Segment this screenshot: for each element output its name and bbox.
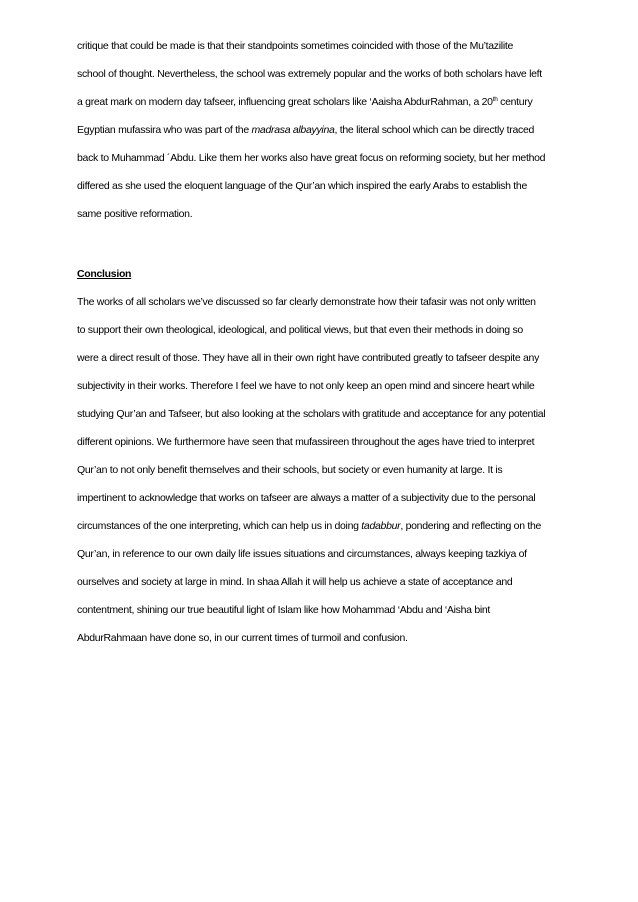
paragraph-line: contentment, shining our true beautiful light of Islam like how Mohammad ‘Abdu and ‘Aisha bint bbox=[77, 604, 491, 616]
paragraph-line: same positive reformation. bbox=[77, 208, 193, 220]
paragraph-line: to support their own theological, ideological, and political views, but that even their methods in doing so bbox=[77, 324, 523, 336]
line-text: , the literal school which can be directly traced bbox=[334, 124, 535, 136]
line-text: , pondering and reflecting on the bbox=[400, 520, 542, 532]
line-text: Egyptian mufassira who was part of the bbox=[77, 124, 252, 136]
paragraph-line: back to Muhammad ´Abdu. Like them her works also have great focus on reforming society, but her method bbox=[77, 152, 546, 164]
paragraph-line bbox=[77, 520, 597, 533]
paragraph-line: AbdurRahmaan have done so, in our current times of turmoil and confusion. bbox=[77, 632, 408, 644]
line-text: a great mark on modern day tafseer, influencing great scholars like ‘Aaisha AbdurRahman, a 20 bbox=[77, 96, 493, 108]
line-text: century bbox=[497, 96, 533, 108]
paragraph-line: The works of all scholars we’ve discussed so far clearly demonstrate how their tafasir was not only written bbox=[77, 296, 536, 308]
paragraph-line: subjectivity in their works. Therefore I feel we have to not only keep an open mind and sincere heart while bbox=[77, 380, 535, 392]
paragraph-line: ourselves and society at large in mind. In shaa Allah it will help us achieve a state of acceptance and bbox=[77, 576, 513, 588]
paragraph-line: were a direct result of those. They have all in their own right have contributed greatly to tafseer despite any bbox=[77, 352, 540, 364]
paragraph-line bbox=[77, 124, 597, 137]
superscript: th bbox=[492, 96, 498, 103]
paragraph-line bbox=[77, 96, 597, 109]
paragraph-line: impertinent to acknowledge that works on tafseer are always a matter of a subjectivity due to the personal bbox=[77, 492, 536, 504]
paragraph-line: differed as she used the eloquent language of the Qur’an which inspired the early Arabs to establish the bbox=[77, 180, 527, 192]
paragraph-line: school of thought. Nevertheless, the school was extremely popular and the works of both scholars have left bbox=[77, 68, 542, 80]
paragraph-line: different opinions. We furthermore have seen that mufassireen throughout the ages have tried to interpret bbox=[77, 436, 535, 448]
paragraph-line: Qur’an to not only benefit themselves and their schools, but society or even humanity at large. It is bbox=[77, 464, 503, 476]
italic-term: tadabbur bbox=[361, 520, 401, 532]
paragraph-line: studying Qur’an and Tafseer, but also looking at the scholars with gratitude and acceptance for any potential bbox=[77, 408, 546, 420]
paragraph-line: Qur’an, in reference to our own daily life issues situations and circumstances, always keeping tazkiya of bbox=[77, 548, 527, 560]
italic-term: madrasa albayyina bbox=[251, 124, 335, 136]
paragraph-line: critique that could be made is that their standpoints sometimes coincided with those of the Mu’tazilite bbox=[77, 40, 514, 52]
line-text: circumstances of the one interpreting, which can help us in doing bbox=[77, 520, 362, 532]
section-heading-conclusion: Conclusion bbox=[77, 268, 132, 280]
